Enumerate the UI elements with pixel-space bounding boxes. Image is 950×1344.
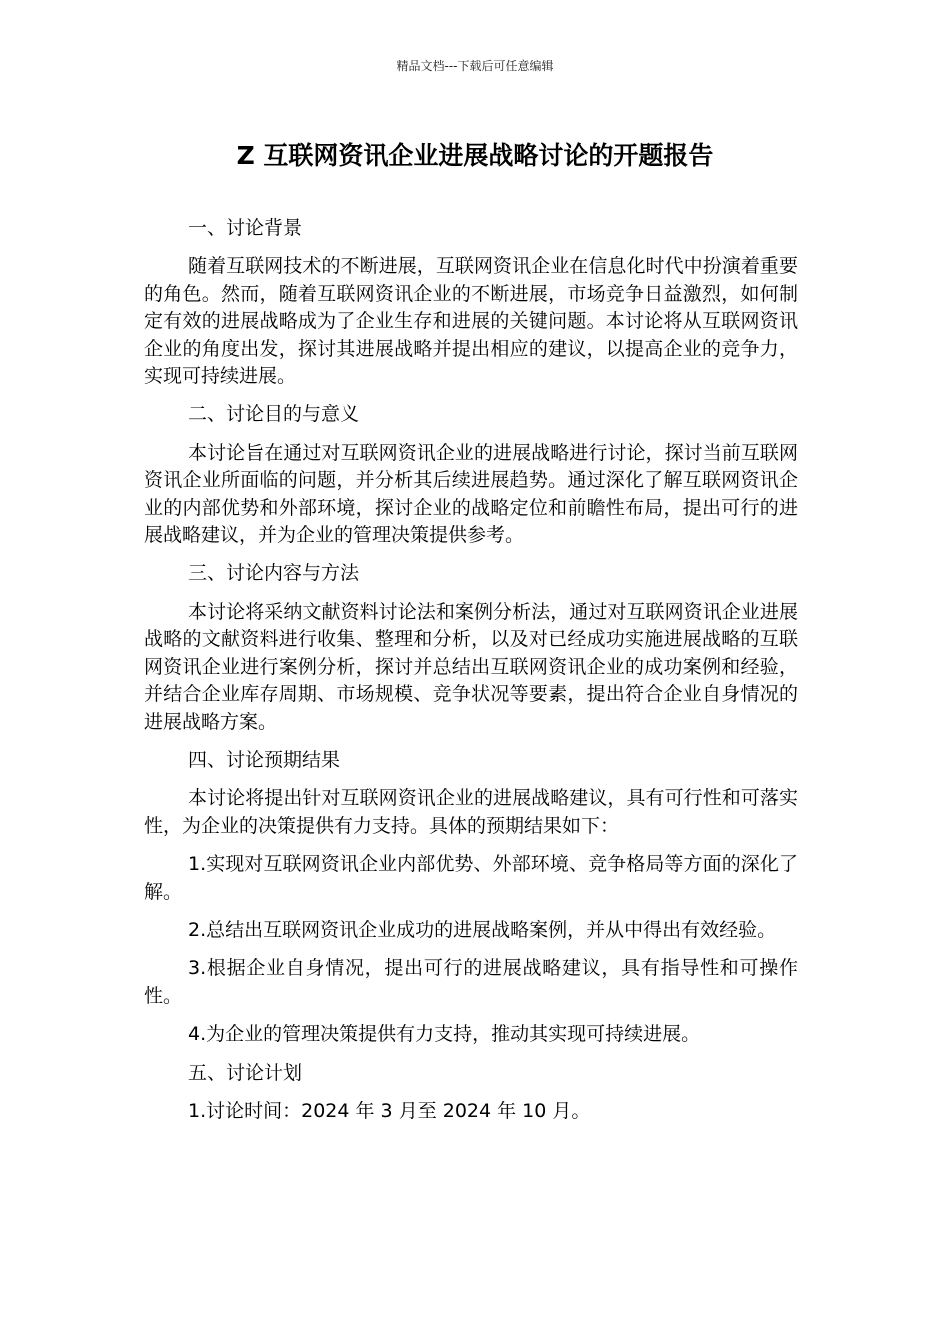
section-heading-plan: 五、讨论计划 [188,1061,303,1084]
section-heading-expected: 四、讨论预期结果 [188,748,341,771]
header-note: 精品文档---下载后可任意编辑 [396,59,554,73]
expected-paragraph: 本讨论将提出针对互联网资讯企业的进展战略建议，具有可行性和可落实性，为企业的决策提供有力支持。具体的预期结果如下： [144,787,798,837]
section-heading-background: 一、讨论背景 [188,217,303,239]
section-heading-purpose: 二、讨论目的与意义 [188,403,360,426]
document-title: Z 互联网资讯企业进展战略讨论的开题报告 [236,141,714,170]
expected-item-1: 1.实现对互联网资讯企业内部优势、外部环境、竞争格局等方面的深化了解。 [144,853,798,903]
expected-item-3: 3.根据企业自身情况，提出可行的进展战略建议，具有指导性和可操作性。 [144,957,798,1007]
content-method-paragraph: 本讨论将采纳文献资料讨论法和案例分析法，通过对互联网资讯企业进展战略的文献资料进行收集、整理和分析，以及对已经成功实施进展战略的互联网资讯企业进行案例分析，探讨并总结出互联网资讯企业的成功案例和经验，并结合企业库存周期、市场规模、竞争状况等要素，提出符合企业自身情况的进展战略方案。 [144,600,798,733]
expected-item-4: 4.为企业的管理决策提供有力支持，推动其实现可持续进展。 [188,1023,701,1046]
purpose-paragraph: 本讨论旨在通过对互联网资讯企业的进展战略进行讨论，探讨当前互联网资讯企业所面临的问题，并分析其后续进展趋势。通过深化了解互联网资讯企业的内部优势和外部环境，探讨企业的战略定位和前瞻性布局，提出可行的进展战略建议，并为企业的管理决策提供参考。 [144,441,798,547]
document-body [144,215,798,1136]
expected-item-2: 2.总结出互联网资讯企业成功的进展战略案例，并从中得出有效经验。 [188,918,777,941]
background-paragraph: 随着互联网技术的不断进展，互联网资讯企业在信息化时代中扮演着重要的角色。然而，随着互联网资讯企业的不断进展，市场竞争日益激烈，如何制定有效的进展战略成为了企业生存和进展的关键问题。本讨论将从互联网资讯企业的角度出发，探讨其进展战略并提出相应的建议，以提高企业的竞争力，实现可持续进展。 [144,255,798,388]
plan-item-1: 1.讨论时间：2024 年 3 月至 2024 年 10 月。 [188,1099,591,1122]
section-heading-content-method: 三、讨论内容与方法 [188,562,360,585]
